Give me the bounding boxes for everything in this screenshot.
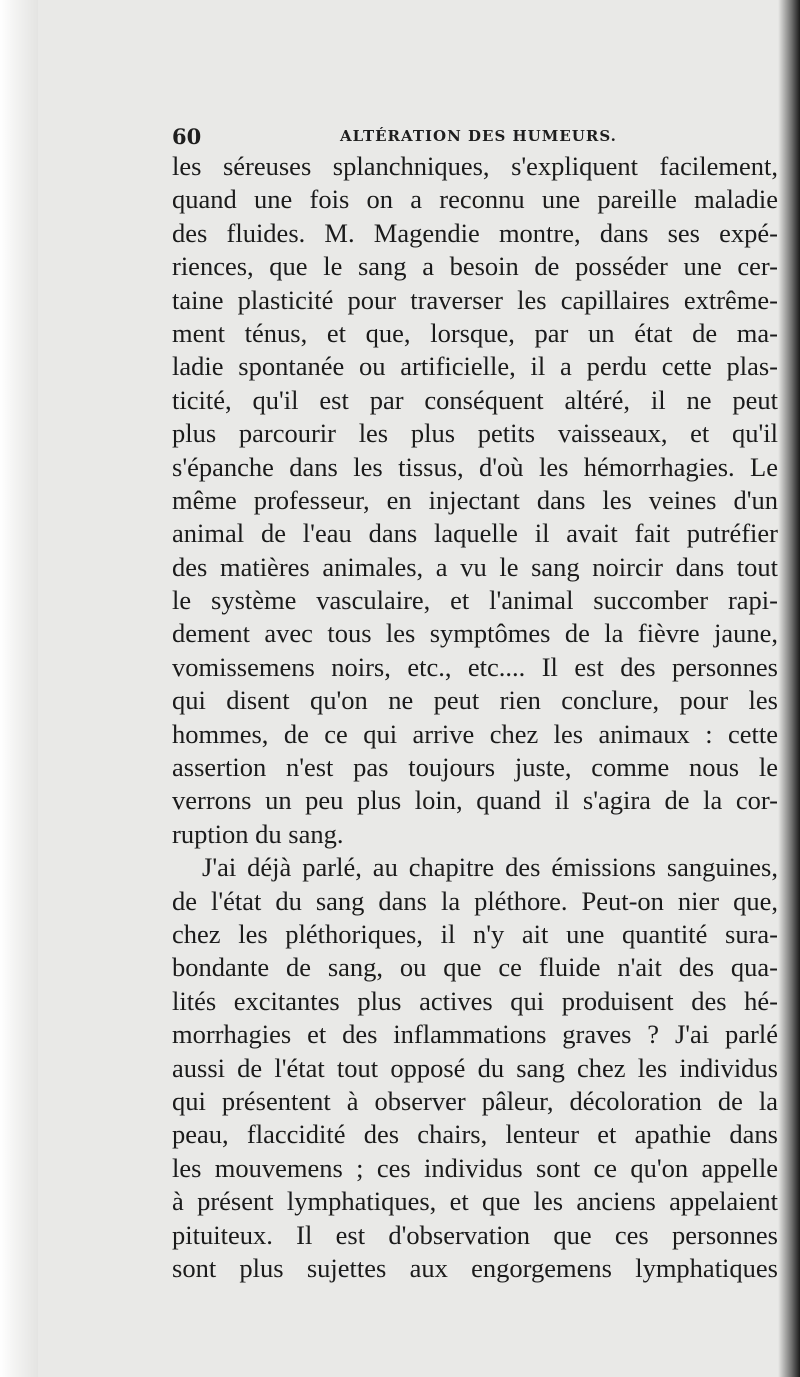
- text-line: de l'état du sang dans la pléthore. Peut-on nier que,: [172, 885, 778, 916]
- text-line: dement avec tous les symptômes de la fièvre jaune,: [172, 618, 778, 649]
- paragraph: [172, 150, 778, 851]
- text-line: lités excitantes plus actives qui produisent des hé-: [172, 985, 778, 1016]
- text-line: des fluides. M. Magendie montre, dans ses expé-: [172, 217, 778, 248]
- text-line: s'épanche dans les tissus, d'où les hémorrhagies. Le: [172, 451, 778, 482]
- text-line: les mouvemens ; ces individus sont ce qu'on appelle: [172, 1152, 778, 1183]
- text-line: à présent lymphatiques, et que les anciens appelaient: [172, 1186, 778, 1217]
- text-line: peau, flaccidité des chairs, lenteur et apathie dans: [172, 1119, 778, 1150]
- text-line: verrons un peu plus loin, quand il s'agira de la cor-: [172, 785, 778, 816]
- page-body: [172, 150, 778, 1285]
- text-line: ruption du sang.: [172, 818, 344, 849]
- text-line: des matières animales, a vu le sang noircir dans tout: [172, 551, 778, 582]
- text-line: taine plasticité pour traverser les capillaires extrême-: [172, 284, 778, 315]
- text-line: quand une fois on a reconnu une pareille maladie: [172, 184, 778, 215]
- text-line: pituiteux. Il est d'observation que ces personnes: [172, 1219, 778, 1250]
- text-line: les séreuses splanchniques, s'expliquent facilement,: [172, 151, 778, 181]
- text-line: vomissemens noirs, etc., etc.... Il est des personnes: [172, 651, 778, 682]
- paragraph: [172, 851, 778, 1285]
- text-line: riences, que le sang a besoin de posséder une cer-: [172, 251, 778, 282]
- page-number: 60: [172, 124, 202, 149]
- text-line: ladie spontanée ou artificielle, il a perdu cette plas-: [172, 351, 778, 382]
- running-title: ALTÉRATION DES HUMEURS.: [340, 127, 617, 145]
- text-line: plus parcourir les plus petits vaisseaux, et qu'il: [172, 418, 778, 449]
- text-line: chez les pléthoriques, il n'y ait une quantité sura-: [172, 918, 778, 949]
- text-line: qui disent qu'on ne peut rien conclure, pour les: [172, 685, 778, 716]
- text-line: assertion n'est pas toujours juste, comme nous le: [172, 752, 778, 783]
- text-line: même professeur, en injectant dans les veines d'un: [172, 484, 778, 515]
- text-line: hommes, de ce qui arrive chez les animaux : cette: [172, 718, 778, 749]
- text-line: qui présentent à observer pâleur, décoloration de la: [172, 1085, 778, 1116]
- text-line: sont plus sujettes aux engorgemens lymphatiques: [172, 1252, 778, 1283]
- text-line: morrhagies et des inflammations graves ? J'ai parlé: [172, 1019, 778, 1050]
- text-line: bondante de sang, ou que ce fluide n'ait des qua-: [172, 952, 778, 983]
- text-line: J'ai déjà parlé, au chapitre des émissions sanguines,: [202, 852, 778, 883]
- text-line: ticité, qu'il est par conséquent altéré, il ne peut: [172, 384, 778, 415]
- text-line: animal de l'eau dans laquelle il avait fait putréfier: [172, 518, 778, 549]
- text-line: le système vasculaire, et l'animal succomber rapi-: [172, 585, 778, 616]
- text-line: aussi de l'état tout opposé du sang chez les individus: [172, 1052, 778, 1083]
- text-line: ment ténus, et que, lorsque, par un état de ma-: [172, 317, 778, 348]
